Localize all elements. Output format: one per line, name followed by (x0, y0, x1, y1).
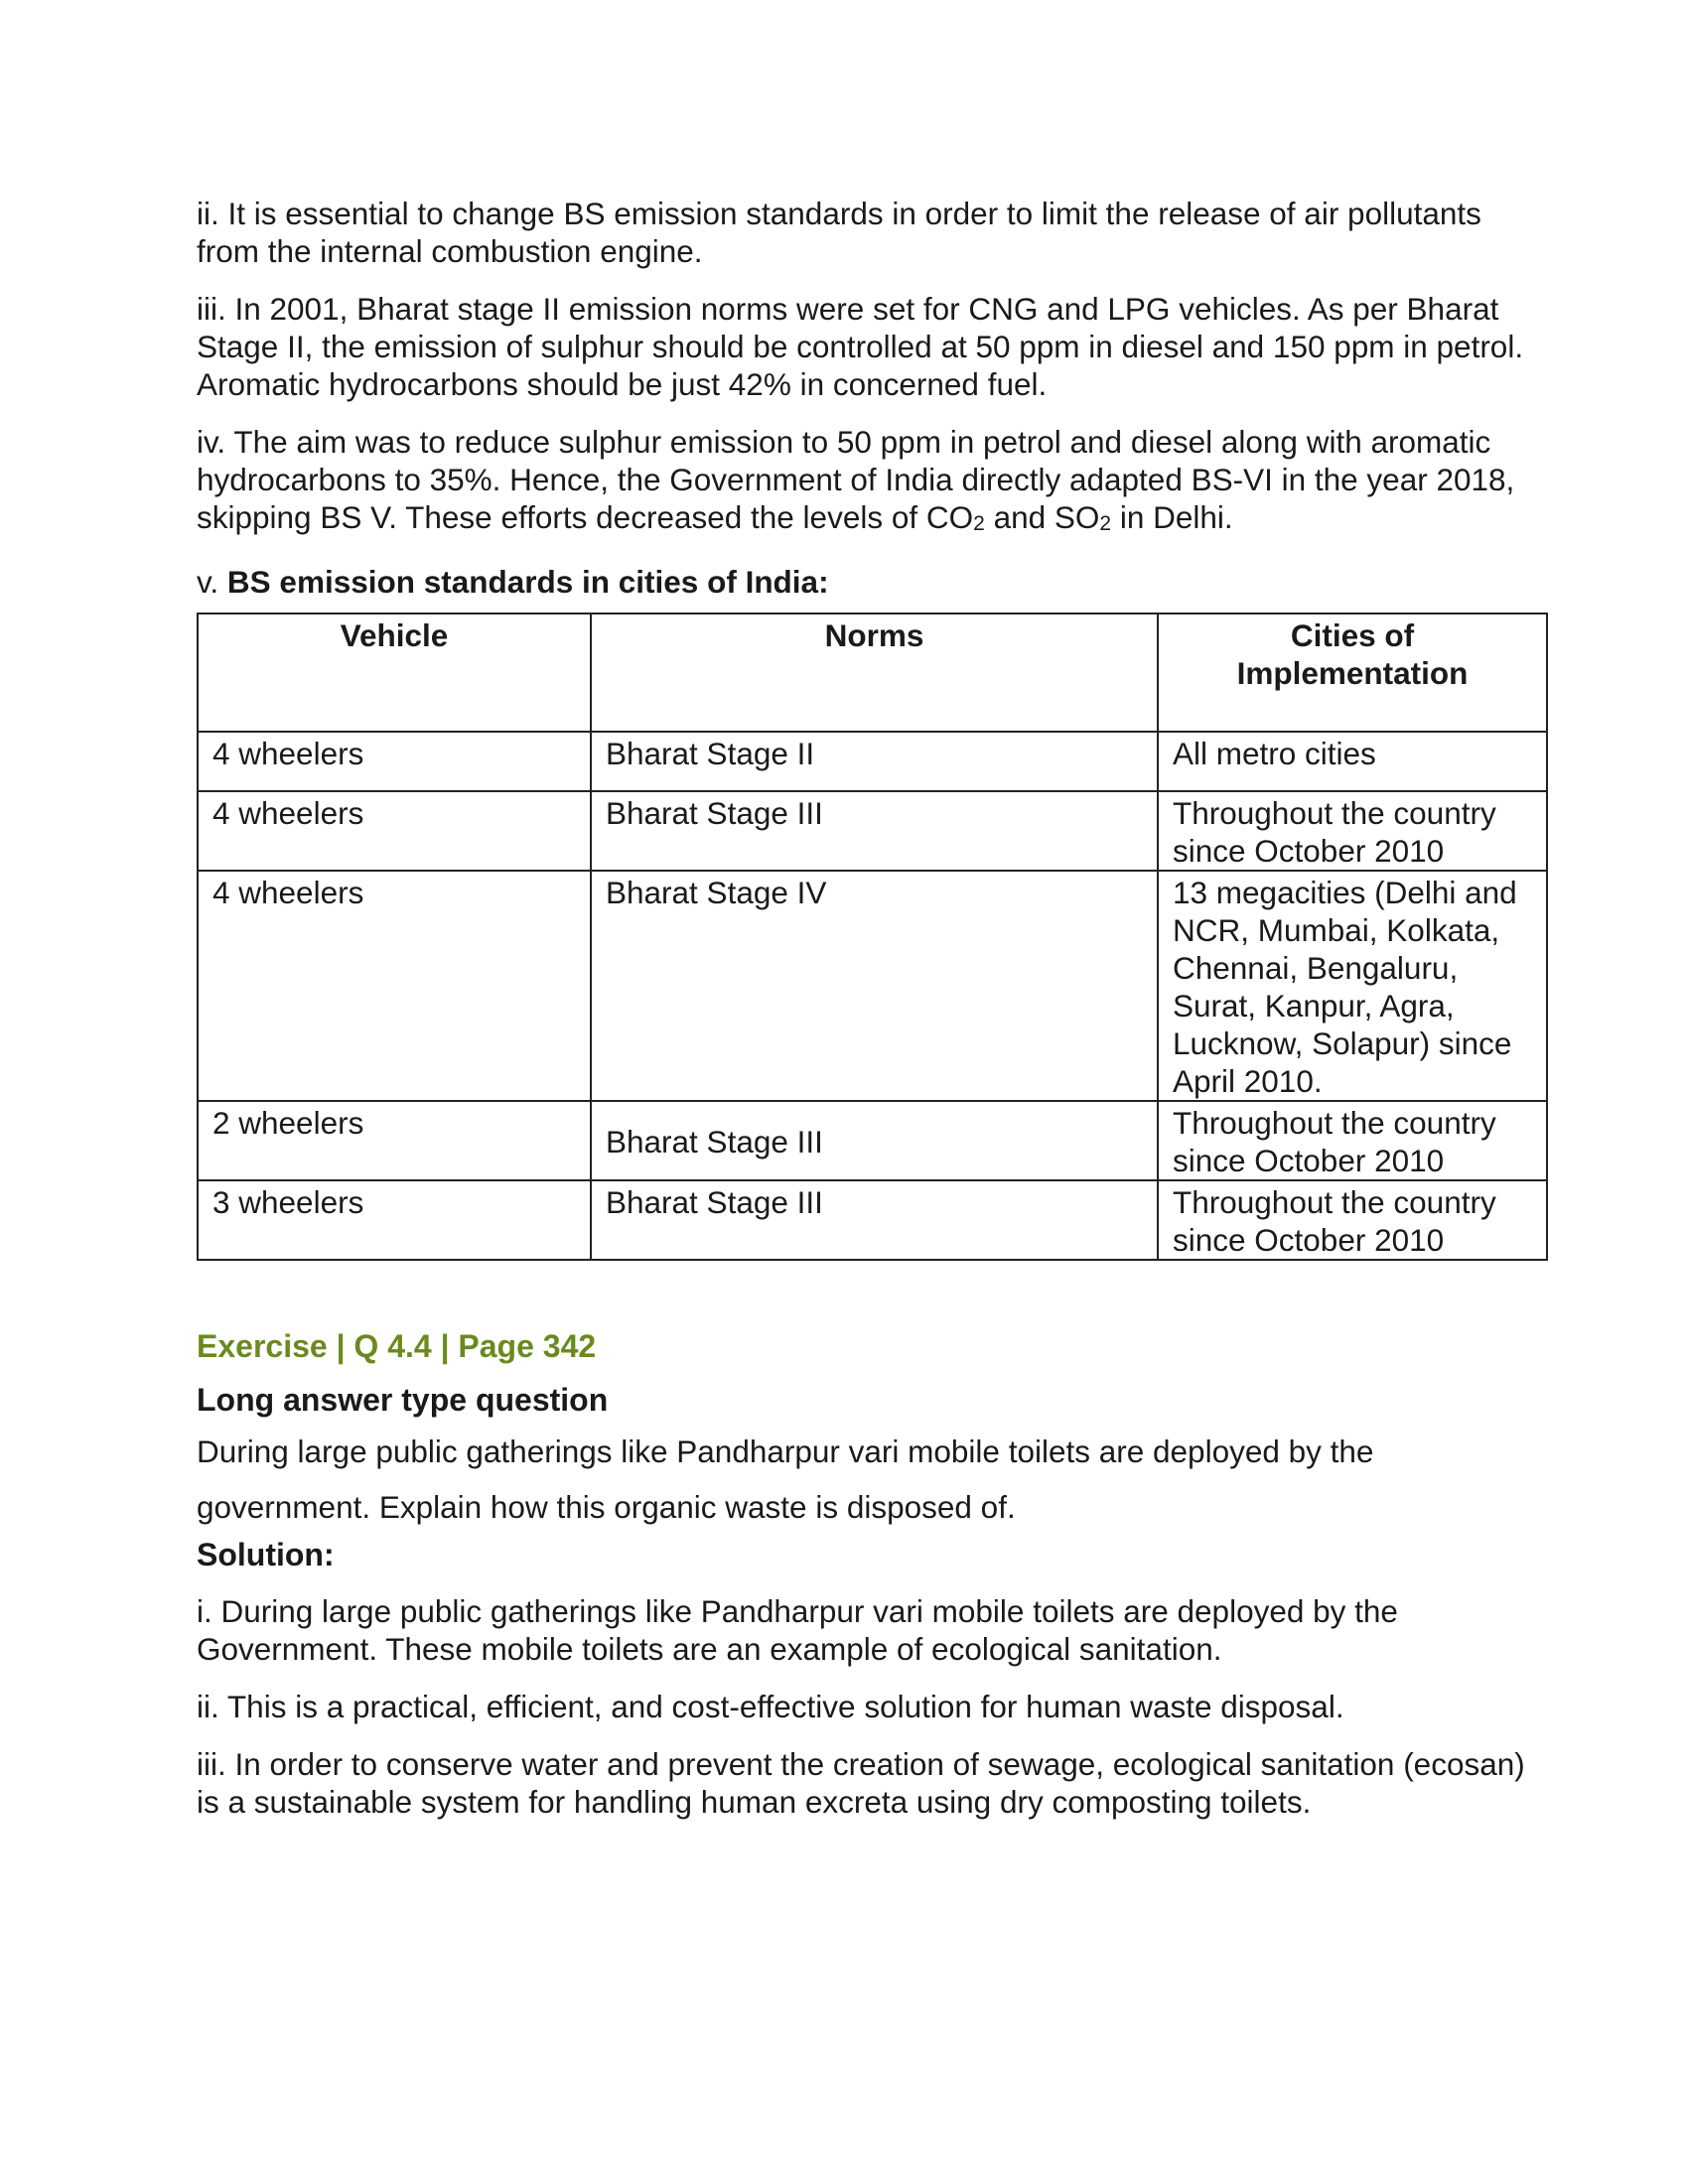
table-row (198, 871, 1547, 1101)
solution-label: Solution: (197, 1537, 335, 1572)
cell-norms: Bharat Stage II (591, 732, 1158, 791)
cell-cities: 13 megacities (Delhi and NCR, Mumbai, Kolkata, Chennai, Bengaluru, Surat, Kanpur, Agra, Lucknow, Solapur) since April 2010. (1158, 871, 1547, 1101)
cell-norms: Bharat Stage III (591, 791, 1158, 871)
paragraph-iv (197, 423, 1547, 543)
question-type-heading: Long answer type question (197, 1382, 609, 1418)
cell-cities: All metro cities (1158, 732, 1547, 791)
paragraph-iii: iii. In 2001, Bharat stage II emission norms were set for CNG and LPG vehicles. As per Bharat Stage II, the emission of sulphur should be controlled at 50 ppm in diesel and 150 ppm in petrol. Aromatic hydrocarbons should be just 42% in concerned fuel. (197, 291, 1524, 402)
co2-subscript: 2 (973, 512, 985, 535)
table-title-bold: BS emission standards in cities of India: (226, 564, 829, 600)
paragraph-iv-text-2: and SO (984, 499, 1100, 535)
cell-norms: Bharat Stage IV (591, 871, 1158, 1101)
question-text: During large public gatherings like Pandharpur vari mobile toilets are deployed by the government. Explain how this organic waste is disposed of. (197, 1433, 1374, 1525)
so2-subscript: 2 (1099, 512, 1112, 535)
table-header-row (198, 614, 1547, 732)
cell-cities: Throughout the country since October 2010 (1158, 791, 1547, 871)
cell-vehicle: 2 wheelers (198, 1101, 591, 1180)
cell-vehicle: 4 wheelers (198, 732, 591, 791)
cell-cities: Throughout the country since October 2010 (1158, 1101, 1547, 1180)
header-vehicle: Vehicle (198, 614, 591, 732)
cell-norms: Bharat Stage III (591, 1101, 1158, 1180)
cell-vehicle: 4 wheelers (198, 791, 591, 871)
paragraph-iv-text-1: iv. The aim was to reduce sulphur emission to 50 ppm in petrol and diesel along with aromatic hydrocarbons to 35%. Hence, the Government of India directly adapted BS-VI in the year 2018, skipping BS V. These efforts decreased the levels of CO (197, 424, 1515, 535)
cell-vehicle: 3 wheelers (198, 1180, 591, 1260)
solution-paragraph-i: i. During large public gatherings like Pandharpur vari mobile toilets are deployed by the Government. These mobile toilets are an example of ecological sanitation. (197, 1593, 1398, 1667)
table-title-prefix: v. (197, 564, 227, 600)
cell-vehicle: 4 wheelers (198, 871, 591, 1101)
solution-paragraph-ii: ii. This is a practical, efficient, and cost-effective solution for human waste disposal. (197, 1689, 1344, 1724)
page-content (197, 195, 1547, 1841)
table-row (198, 732, 1547, 791)
cell-cities: Throughout the country since October 2010 (1158, 1180, 1547, 1260)
paragraph-iv-text-3: in Delhi. (1111, 499, 1233, 535)
header-norms: Norms (591, 614, 1158, 732)
table-row (198, 1101, 1547, 1180)
exercise-heading: Exercise | Q 4.4 | Page 342 (197, 1328, 597, 1364)
header-cities: Cities of Implementation (1158, 614, 1547, 732)
table-row (198, 791, 1547, 871)
bs-standards-table (197, 613, 1548, 1261)
table-title (197, 563, 1547, 601)
table-row (198, 1180, 1547, 1260)
solution-paragraph-iii: iii. In order to conserve water and prevent the creation of sewage, ecological sanitation (ecosan) is a sustainable system for handling human excreta using dry composting toilets. (197, 1746, 1525, 1820)
paragraph-ii: ii. It is essential to change BS emission standards in order to limit the release of air pollutants from the internal combustion engine. (197, 196, 1481, 269)
cell-norms: Bharat Stage III (591, 1180, 1158, 1260)
